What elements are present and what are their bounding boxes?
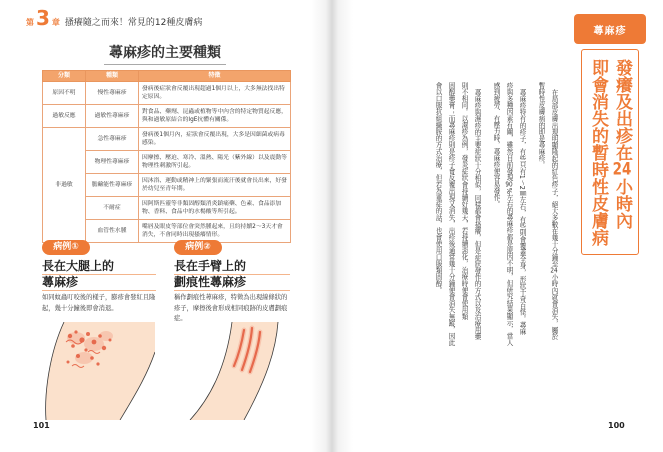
rash-spot bbox=[74, 330, 77, 333]
type-cell: 不耐症 bbox=[86, 197, 139, 220]
rash-spot bbox=[79, 337, 84, 342]
chapter-number: 3 bbox=[36, 6, 50, 30]
rash-spot bbox=[68, 334, 72, 338]
text-column: 疹與多種因素有關，雖然目前發現90%左右的蕁麻疹都是原因不明，但研究結果顯示，當人 bbox=[505, 82, 513, 346]
arm-dermographism-illustration bbox=[174, 322, 290, 420]
table-row bbox=[43, 82, 291, 105]
case-title-line: 長在大腿上的 bbox=[42, 259, 156, 275]
category-cell: 原因不明 bbox=[43, 82, 86, 105]
case-title-line: 長在手臂上的 bbox=[174, 259, 290, 275]
case-title-line: 蕁麻疹 bbox=[42, 275, 156, 291]
headline-box bbox=[581, 49, 639, 255]
upright-number: 90 bbox=[505, 181, 513, 188]
paragraph bbox=[534, 82, 560, 354]
arm-skin bbox=[190, 322, 278, 420]
rash-spot bbox=[76, 354, 80, 358]
rash-spot bbox=[84, 348, 87, 351]
feature-cell: 因沐浴、運動或精神上的緊張而流汗後就會長出來，好發於幼兒至青年期。 bbox=[139, 174, 291, 197]
rash-spot bbox=[109, 339, 112, 342]
urticaria-types-table bbox=[42, 70, 291, 243]
category-cell: 過敏反應 bbox=[43, 105, 86, 128]
text-column: 蕁麻疹與濕疹的主要症狀十分相似，同樣都會搔癢，但是症狀發作的方式以及治療用藥 bbox=[473, 88, 481, 340]
right-page bbox=[331, 0, 663, 452]
case-title-line: 劃痕性蕁麻疹 bbox=[174, 275, 290, 291]
text-column: 蕁麻疹特有的疹子，有些只有1〜2㎜左右，有些則會覆蓋全身，形狀千奇百怪。蕁麻 bbox=[518, 88, 526, 335]
rash-spot bbox=[98, 334, 102, 338]
case-tag: 病例① bbox=[42, 240, 90, 255]
text-column: 則不相同。以濕疹為例，發炎症狀會持續好幾天，若持續惡化，治療時便會使用類 bbox=[460, 82, 468, 320]
type-cell: 物理性蕁麻疹 bbox=[86, 151, 139, 174]
page-number: 100 bbox=[608, 421, 625, 430]
headline-line: 即會消失的暫時性皮膚病 bbox=[588, 59, 608, 246]
text-column: 會以口服抗組織胺的方式治療，但若為重症的話，也會使用口服類固醇。 bbox=[434, 82, 442, 294]
rash-spot bbox=[92, 340, 97, 345]
chapter-suffix: 章 bbox=[51, 18, 60, 27]
type-cell: 急性蕁麻疹 bbox=[86, 128, 139, 151]
paragraph bbox=[431, 82, 483, 354]
text-column: 在局部皮膚出現明顯隆起的紅色疹子，絕大多數在幾十分鐘至24小時內就會消失，屬於 bbox=[550, 88, 558, 340]
chapter-title: 搔癢隨之而來！常見的12種皮膚病 bbox=[64, 18, 203, 28]
text-column: 固醇藥膏；而蕁麻疹則是疹子會反覆出現又消失，出疹後通常幾十分鐘便會消失無蹤，因此 bbox=[447, 82, 455, 346]
feature-cell: 發病後1個月內，症狀會反覆出現，大多是因細菌或病毒感染。 bbox=[139, 128, 291, 151]
category-cell: 非過敏 bbox=[43, 128, 86, 243]
chapter-header bbox=[26, 6, 202, 30]
case-tag: 病例② bbox=[174, 240, 222, 255]
upright-number: 24 bbox=[550, 266, 558, 274]
left-page bbox=[0, 0, 331, 452]
case-title bbox=[42, 259, 156, 291]
headline-line: 發癢及出疹在24小時內 bbox=[612, 59, 632, 229]
feature-cell: 因摩擦、壓迫、寒冷、溫熱、陽光（紫外線）以及震動等物理性刺激所引起。 bbox=[139, 151, 291, 174]
column-header-feature: 特徵 bbox=[139, 71, 291, 82]
page-number: 101 bbox=[33, 421, 50, 430]
feature-cell: 因阿斯匹靈等非類固醇類消炎鎮痛藥、色素、食品添加物、香料、食品中的水楊酸等所引起。 bbox=[139, 197, 291, 220]
case-description: 如同蚊蟲叮咬後的樣子，膨疹會發紅且隆起，幾十分鐘後即會消退。 bbox=[42, 294, 156, 312]
type-cell: 慢性蕁麻疹 bbox=[86, 82, 139, 105]
feature-cell: 嘴唇及眼皮等部位會突然腫起來，且約持續2～3天才會消失，不會同時出現搔癢情形。 bbox=[139, 220, 291, 243]
type-cell: 過敏性蕁麻疹 bbox=[86, 105, 139, 128]
table-header-row bbox=[43, 71, 291, 82]
type-cell: 膽鹼能性蕁麻疹 bbox=[86, 174, 139, 197]
body-text bbox=[431, 82, 560, 354]
column-header-type: 種類 bbox=[86, 71, 139, 82]
feature-cell: 對食品、藥劑、昆蟲或植物等中內含的特定物質起反應，與和過敏原結合的IgE抗體有關係。 bbox=[139, 105, 291, 128]
rash-spot bbox=[71, 344, 75, 348]
thigh-rash-illustration bbox=[42, 322, 155, 420]
paragraph bbox=[489, 82, 528, 354]
rash-spot bbox=[96, 362, 99, 365]
column-header-category: 分類 bbox=[43, 71, 86, 82]
type-cell: 血管性水腫 bbox=[86, 220, 139, 243]
topic-tab: 蕁麻疹 bbox=[574, 14, 646, 44]
table-row bbox=[43, 105, 291, 128]
table-row bbox=[43, 128, 291, 151]
upright-number: 24 bbox=[612, 161, 632, 178]
chapter-prefix: 第 bbox=[26, 18, 34, 27]
rash-spot bbox=[67, 361, 70, 364]
section-title: 蕁麻疹的主要種類 bbox=[104, 45, 226, 65]
rash-spot bbox=[102, 346, 106, 350]
text-column: 暫時性皮膚病的即是蕁麻疹。 bbox=[537, 82, 545, 168]
text-column: 感到疲勞、有壓力時，蕁麻疹便容易發作。 bbox=[492, 82, 500, 208]
rash-spot bbox=[86, 332, 90, 336]
rash-spot bbox=[90, 356, 94, 360]
case-description: 稱作劃痕性蕁麻疹，特徵為出現線條狀的疹子，摩擦後會形成相同痕跡的皮膚劃痕症。 bbox=[174, 294, 288, 322]
feature-cell: 發病後症狀會反覆出現超過1個月以上，大多無法找出特定原因。 bbox=[139, 82, 291, 105]
case-title bbox=[174, 259, 290, 291]
